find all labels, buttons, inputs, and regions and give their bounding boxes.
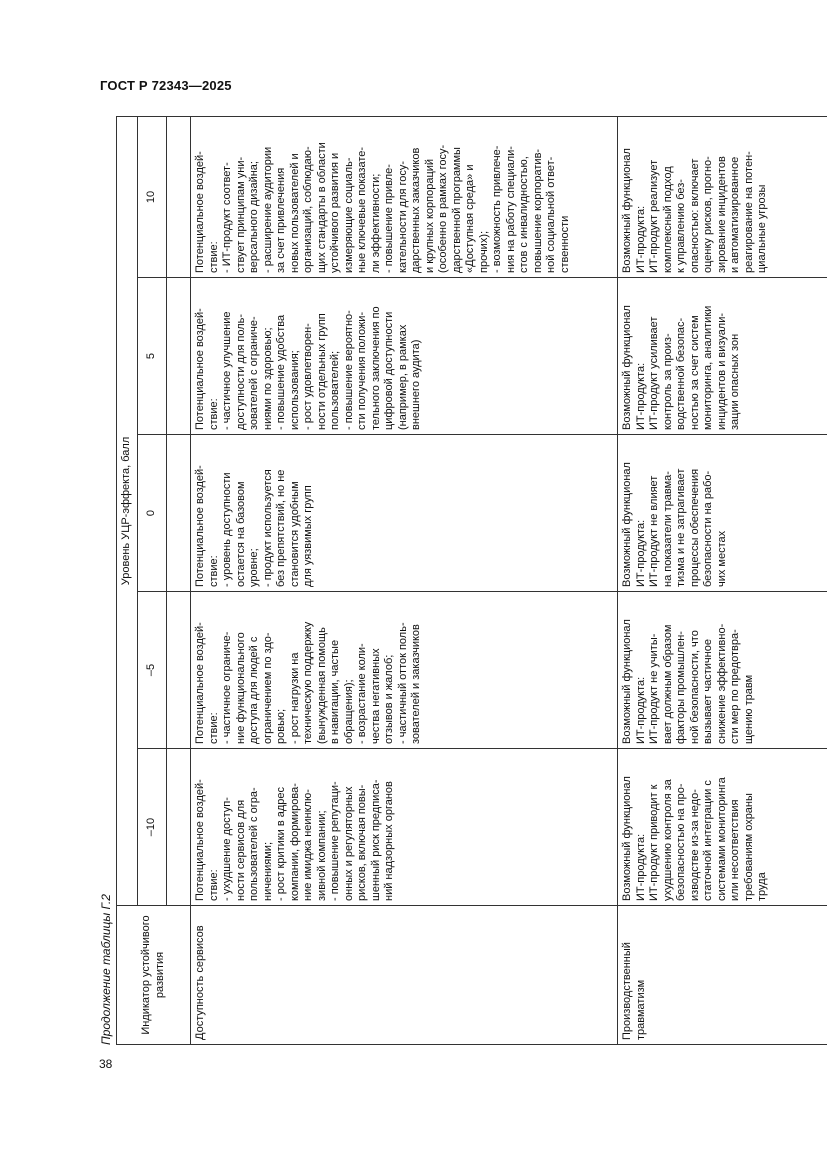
indicator-cell: Доступность сервисов bbox=[191, 906, 618, 1045]
level-header: 10 bbox=[138, 116, 167, 277]
impact-cell: Потенциальное воздей- ствие: - частичное ограниче- ние функционального доступа для людей с ограничением по здо- ровью; - рост нагрузки на техническую поддержку (вынужденная помощь в навигации, частые обращения); - возрастание коли- чества негативных отзывов и жалоб; - частичный отток поль- зователей и заказчиков bbox=[191, 592, 618, 749]
table-row bbox=[191, 116, 618, 1044]
impact-cell: Возможный функционал ИТ-продукта: ИТ-продукт усиливает контроль за произ- водственной безопас- ностью за счет систем мониторинга, аналитики инцидентов и визуали- зации опасных зон bbox=[618, 278, 827, 435]
level-header: –5 bbox=[138, 592, 167, 749]
header-row-numbers bbox=[167, 116, 191, 1044]
impact-cell: Возможный функционал ИТ-продукта: ИТ-продукт не учиты- вает должным образом факторы промышлен- ной безопасности, что вызывает частичное снижение эффективно- сти мер по предотвра- щению травм bbox=[618, 592, 827, 749]
header-row-group bbox=[117, 116, 138, 1044]
column-number-cell bbox=[167, 435, 191, 592]
column-number-cell bbox=[167, 278, 191, 435]
impact-cell: Потенциальное воздей- ствие: - ИТ-продукт соответ- ствует принципам уни- версального дизайна; - расширение аудитории за счет привлечения новых пользователей и организаций, соблюдаю- щих стандарты в области устойчивого развития и измеряющие социаль- ные ключевые показате- ли эффективности; - повышение привле- кательности для госу- дарственных заказчиков и крупных корпораций (особенно в рамках госу- дарственной программы «Доступная среда» и прочих); - возможность привлече- ния на работу специали- стов с инвалидностью, повышение корпоратив- ной социальной ответ- ственности bbox=[191, 116, 618, 277]
column-number-cell bbox=[167, 592, 191, 749]
column-number-cell bbox=[167, 116, 191, 277]
rotated-table-area bbox=[99, 117, 827, 1045]
indicator-column-header: Индикатор устойчивого развития bbox=[117, 906, 191, 1045]
document-header: ГОСТ Р 72343—2025 bbox=[100, 78, 232, 93]
impact-cell: Потенциальное воздей- ствие: - уровень доступности остается на базовом уровне; - продукт используется без препятствий, но не становится удобным для уязвимых групп bbox=[191, 435, 618, 592]
column-number-cell bbox=[167, 749, 191, 906]
page-number: 38 bbox=[99, 1057, 113, 1071]
level-header: 5 bbox=[138, 278, 167, 435]
indicator-cell: Производственный травматизм bbox=[618, 906, 827, 1045]
impact-cell: Возможный функционал ИТ-продукта: ИТ-продукт приводит к ухудшению контроля за безопасностью на про- изводстве из-за недо- статочной интеграции с системами мониторинга или несоответствия требованиям охраны труда bbox=[618, 749, 827, 906]
sustainability-impact-table bbox=[116, 116, 827, 1045]
table-caption: Продолжение таблицы Г.2 bbox=[99, 894, 113, 1045]
table-row bbox=[618, 116, 827, 1044]
impact-cell: Возможный функционал ИТ-продукта: ИТ-продукт реализует комплексный подход к управлению без- опасностью: включает оценку рисков, прогно- зирование инцидентов и автоматизированное реагирование на потен- циальные угрозы bbox=[618, 116, 827, 277]
impact-cell: Потенциальное воздей- ствие: - частичное улучшение доступности для поль- зователей с ограниче- ниями по здоровью; - повышение удобства использования; - рост удовлетворен- ности отдельных групп пользователей; - повышение вероятно- сти получения положи- тельного заключения по цифровой доступности (например, в рамках внешнего аудита) bbox=[191, 278, 618, 435]
impact-cell: Возможный функционал ИТ-продукта: ИТ-продукт не влияет на показатели травма- тизма и не затрагивает процессы обеспечения безопасности на рабо- чих местах bbox=[618, 435, 827, 592]
header-row-levels bbox=[138, 116, 167, 1044]
level-header: 0 bbox=[138, 435, 167, 592]
level-group-header: Уровень УЦР-эффекта, балл bbox=[117, 116, 138, 905]
level-header: –10 bbox=[138, 749, 167, 906]
impact-cell: Потенциальное воздей- ствие: - ухудшение доступ- ности сервисов для пользователей с огра- ничениями; - рост критики в адрес компании, формирова- ние имиджа неинклю- зивной компании; - повышение репутаци- онных и регуляторных рисков, включая повы- шенный риск предписа- ний надзорных органов bbox=[191, 749, 618, 906]
